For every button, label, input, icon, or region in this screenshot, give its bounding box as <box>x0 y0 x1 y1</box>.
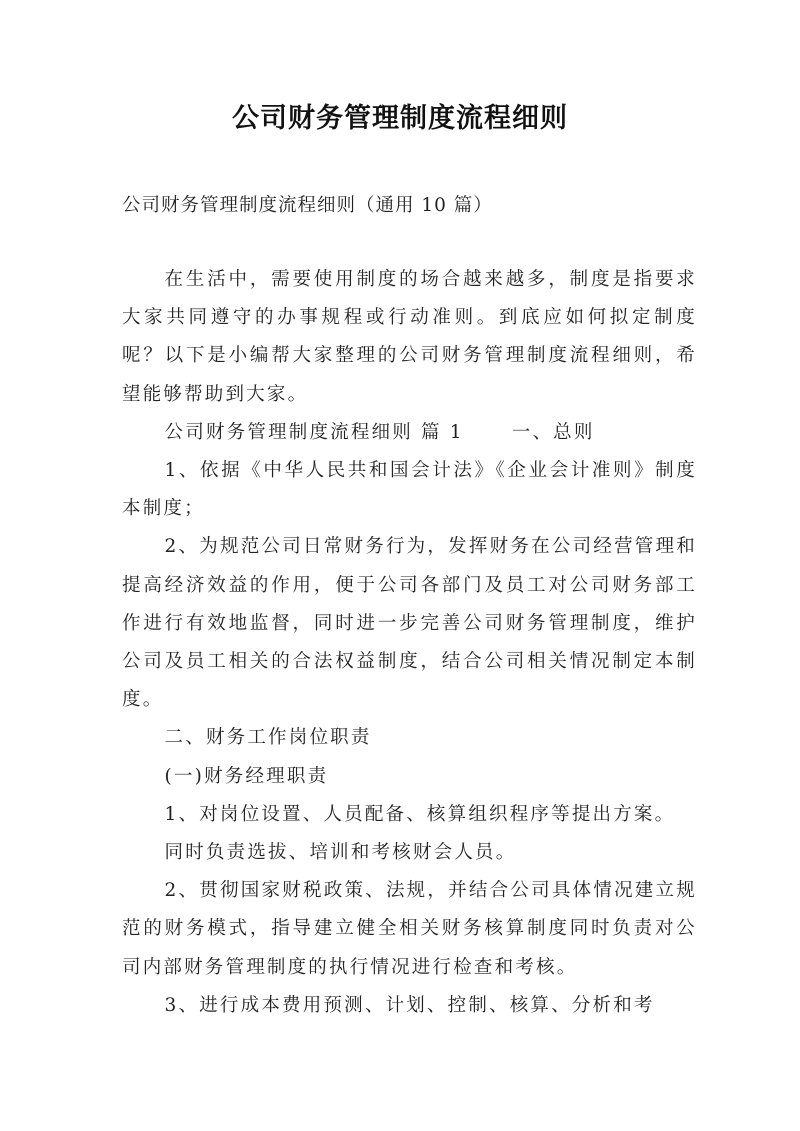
intro-paragraph: 在生活中，需要使用制度的场合越来越多，制度是指要求大家共同遵守的办事规程或行动准则。到底应如何拟定制度呢？以下是小编帮大家整理的公司财务管理制度流程细则，希望能够帮助到大家。 <box>122 269 697 405</box>
section-heading-right: 一、总则 <box>511 421 595 443</box>
document-subtitle: 公司财务管理制度流程细则（通用 10 篇） <box>122 195 493 216</box>
section-heading-line <box>122 414 697 452</box>
paragraph-duty-2: 2、贯彻国家财税政策、法规，并结合公司具体情况建立规范的财务模式，指导建立健全相关财务核算制度同时负责对公司内部财务管理制度的执行情况进行检查和考核。 <box>122 880 697 978</box>
heading-manager-duties: (一)财务经理职责 <box>164 765 329 787</box>
paragraph-duty-1-cont: 同时负责选拔、培训和考核财会人员。 <box>164 842 517 864</box>
section-heading-left: 公司财务管理制度流程细则 篇 1 <box>164 421 464 443</box>
paragraph-duty-1: 1、对岗位设置、人员配备、核算组织程序等提出方案。 <box>164 803 676 825</box>
paragraph-purpose: 2、为规范公司日常财务行为，发挥财务在公司经营管理和提高经济效益的作用，便于公司各部门及员工对公司财务部工作进行有效地监督，同时进一步完善公司财务管理制度，维护公司及员工相关的合法权益制度，结合公司相关情况制定本制度。 <box>122 536 697 711</box>
heading-duties: 二、财务工作岗位职责 <box>164 727 372 749</box>
document-title: 公司财务管理制度流程细则 <box>232 103 568 134</box>
paragraph-basis: 1、依据《中华人民共和国会计法》《企业会计准则》制度本制度； <box>122 460 697 520</box>
paragraph-duty-3: 3、进行成本费用预测、计划、控制、核算、分析和考 <box>164 994 655 1016</box>
document-body <box>122 261 697 1025</box>
